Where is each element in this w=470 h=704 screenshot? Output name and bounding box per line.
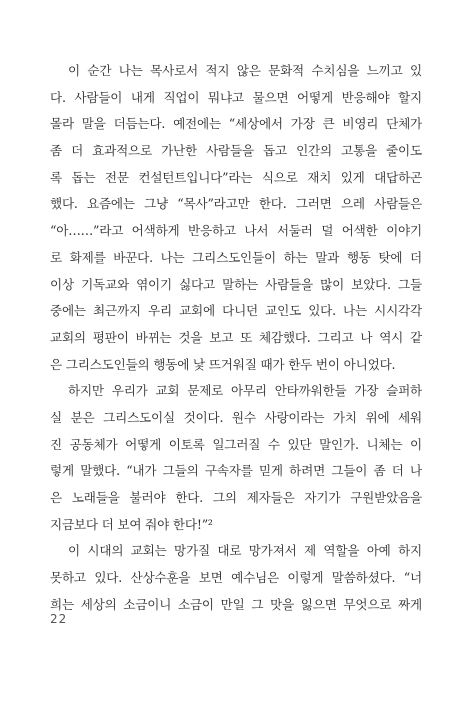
paragraph-3	[50, 538, 422, 618]
paragraph-1	[50, 58, 422, 378]
text-line: 록 돕는 전문 컨설턴트입니다”라는 식으로 재치 있게 대답하곤	[50, 169, 422, 185]
text-line: 진 공동체가 어떻게 이토록 일그러질 수 있단 말인가. 니체는 이	[50, 436, 422, 452]
text-line: 못하고 있다. 산상수훈을 보면 예수님은 이렇게 말씀하셨다. “너	[50, 570, 422, 586]
text-line: 실 분은 그리스도이실 것이다. 원수 사랑이라는 가치 위에 세워	[50, 409, 422, 425]
text-line: 은 그리스도인들의 행동에 낯 뜨거워질 때가 한두 번이 아니었다.	[50, 356, 396, 372]
text-line: 교회의 평판이 바뀌는 것을 보고 또 체감했다. 그리고 나 역시 같	[50, 329, 422, 345]
page-number: 22	[50, 612, 68, 626]
paragraph-2	[50, 378, 422, 538]
text-line: 몰라 말을 더듬는다. 예전에는 “세상에서 가장 큰 비영리 단체가	[50, 116, 422, 132]
text-line: 했다. 요즘에는 그냥 “목사”라고만 한다. 그러면 으레 사람들은	[50, 196, 422, 212]
text-line: “아……”라고 어색하게 반응하고 나서 서둘러 덜 어색한 이야기	[50, 223, 422, 239]
text-line: 이 시대의 교회는 망가질 대로 망가져서 제 역할을 아예 하지	[68, 543, 422, 559]
text-line: 로 화제를 바꾼다. 나는 그리스도인들이 하는 말과 행동 탓에 더	[50, 249, 422, 265]
text-line: 이상 기독교와 엮이기 싫다고 말하는 사람들을 많이 보았다. 그들	[50, 276, 422, 292]
text-line: 렇게 말했다. “내가 그들의 구속자를 믿게 하려면 그들이 좀 더 나	[50, 463, 422, 479]
text-line: 좀 더 효과적으로 가난한 사람들을 돕고 인간의 고통을 줄이도	[50, 143, 422, 159]
text-line: 희는 세상의 소금이니 소금이 만일 그 맛을 잃으면 무엇으로 짜게	[50, 596, 422, 612]
page-body	[50, 58, 422, 618]
text-line: 하지만 우리가 교회 문제로 아무리 안타까워한들 가장 슬퍼하	[68, 383, 422, 399]
text-line: 이 순간 나는 목사로서 적지 않은 문화적 수치심을 느끼고 있	[68, 63, 422, 78]
text-line: 은 노래들을 불러야 한다. 그의 제자들은 자기가 구원받았음을	[50, 490, 422, 505]
text-line: 지금보다 더 보여 줘야 한다!”²	[50, 516, 213, 532]
text-line: 중에는 최근까지 우리 교회에 다니던 교인도 있다. 나는 시시각각	[50, 303, 422, 319]
text-line: 다. 사람들이 내게 직업이 뭐냐고 물으면 어떻게 반응해야 할지	[50, 89, 422, 105]
